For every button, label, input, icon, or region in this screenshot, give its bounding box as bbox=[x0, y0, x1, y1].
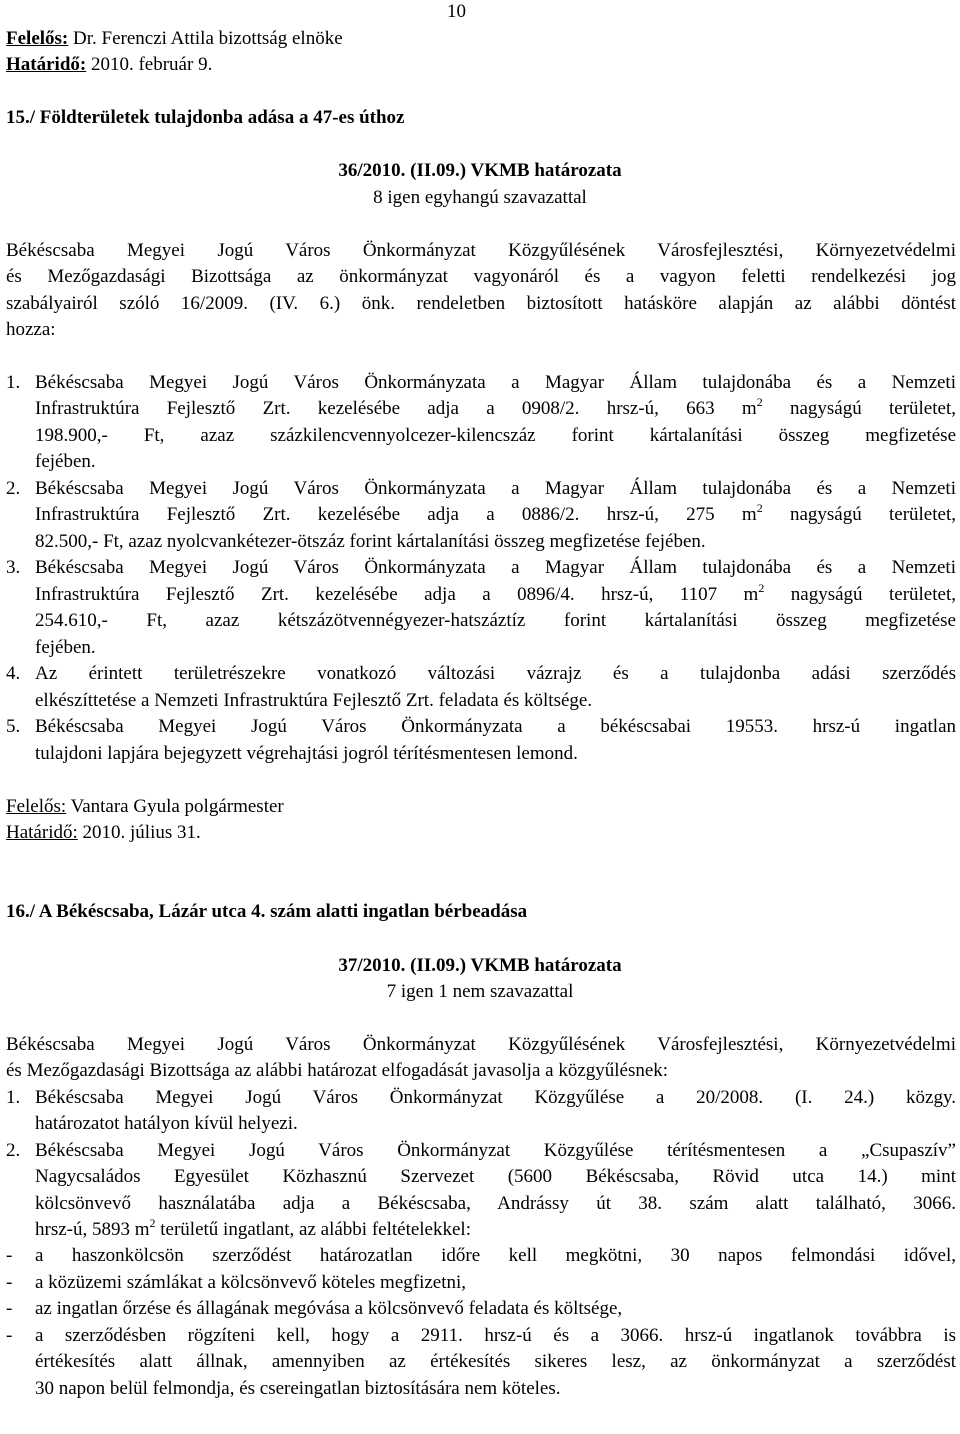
list-item-line: fejében. bbox=[35, 451, 96, 472]
responsible-label: Felelős: bbox=[6, 28, 69, 49]
list-item-number: 1. bbox=[6, 1087, 21, 1108]
deadline-label: Határidő: bbox=[6, 54, 87, 75]
deadline-line-2 bbox=[6, 821, 956, 845]
list-item-line bbox=[35, 397, 956, 421]
text-run: nagyságú területet, bbox=[762, 398, 956, 419]
responsible-value: Dr. Ferenczi Attila bizottság elnöke bbox=[73, 28, 343, 49]
superscript: 2 bbox=[758, 581, 765, 595]
deadline-line-1 bbox=[6, 53, 956, 77]
deadline-label: Határidő: bbox=[6, 822, 78, 843]
list-item-line: 82.500,- Ft, azaz nyolcvankétezer-ötszáz forint kártalanítási összeg megfizetése fejében. bbox=[35, 531, 706, 552]
list-item-number: 3. bbox=[6, 557, 21, 578]
condition-line: a haszonkölcsön szerződést határozatlan időre kell megkötni, 30 napos felmondási idővel, bbox=[35, 1245, 956, 1266]
text-run: nagyságú területet, bbox=[764, 584, 956, 605]
text-run: nagyságú területet, bbox=[762, 504, 956, 525]
list-item-number: 5. bbox=[6, 716, 21, 737]
intro-line: Békéscsaba Megyei Jogú Város Önkormányzat Közgyűlésének Városfejlesztési, Környezetvédelmi bbox=[6, 240, 956, 261]
list-item-line bbox=[35, 583, 956, 607]
page-number: 10 bbox=[447, 1, 466, 22]
section-heading-15: 15./ Földterületek tulajdonba adása a 47-es úthoz bbox=[6, 107, 405, 128]
section-heading-16: 16./ A Békéscsaba, Lázár utca 4. szám alatti ingatlan bérbeadása bbox=[6, 901, 528, 922]
list-item-line: 198.900,- Ft, azaz százkilencvennyolcezer-kilencszáz forint kártalanítási összeg megfizetése bbox=[35, 425, 956, 446]
bullet-dash: - bbox=[6, 1325, 13, 1346]
list-item-number: 2. bbox=[6, 478, 21, 499]
list-item-line: Békéscsaba Megyei Jogú Város Önkormányzata a békéscsabai 19553. hrsz-ú ingatlan bbox=[35, 716, 956, 737]
text-run: Infrastruktúra Fejlesztő Zrt. kezelésébe adja a 0886/2. hrsz-ú, 275 m bbox=[35, 504, 757, 525]
resolution-number-37: 37/2010. (II.09.) VKMB határozata bbox=[338, 955, 622, 976]
list-item-line: Békéscsaba Megyei Jogú Város Önkormányzata a Magyar Állam tulajdonába és a Nemzeti bbox=[35, 478, 956, 499]
list-item-line: elkészíttetése a Nemzeti Infrastruktúra Fejlesztő Zrt. feladata és költsége. bbox=[35, 690, 593, 711]
vote-result-37: 7 igen 1 nem szavazattal bbox=[386, 981, 574, 1002]
responsible-line-1 bbox=[6, 27, 956, 51]
list-item-line: kölcsönvevő használatába adja a Békéscsaba, Andrássy út 38. szám alatt található, 3066. bbox=[35, 1193, 956, 1214]
list-item-line bbox=[35, 503, 956, 527]
intro-line: szabályairól szóló 16/2009. (IV. 6.) önk. rendeletben biztosított hatásköre alapján az alábbi döntést bbox=[6, 293, 956, 314]
list-item-line: 254.610,- Ft, azaz kétszázötvennégyezer-hatszáztíz forint kártalanítási összeg megfizetése bbox=[35, 610, 956, 631]
responsible-label: Felelős: bbox=[6, 796, 67, 817]
list-item-line: fejében. bbox=[35, 637, 96, 658]
intro-line: és Mezőgazdasági Bizottsága az alábbi határozat elfogadását javasolja a közgyűlésnek: bbox=[6, 1060, 669, 1081]
list-item-number: 1. bbox=[6, 372, 21, 393]
superscript: 2 bbox=[756, 395, 763, 409]
condition-line: a közüzemi számlákat a kölcsönvevő köteles megfizetni, bbox=[35, 1272, 467, 1293]
list-item-line: Az érintett területrészekre vonatkozó változási vázrajz és a tulajdonba adási szerződés bbox=[35, 663, 956, 684]
list-item-line: Békéscsaba Megyei Jogú Város Önkormányzata a Magyar Állam tulajdonába és a Nemzeti bbox=[35, 372, 956, 393]
list-item-line bbox=[35, 1218, 956, 1242]
list-item-line: Békéscsaba Megyei Jogú Város Önkormányzat Közgyűlése a 20/2008. (I. 24.) közgy. bbox=[35, 1087, 956, 1108]
text-run: hrsz-ú, 5893 m bbox=[35, 1219, 150, 1240]
deadline-value: 2010. február 9. bbox=[90, 54, 213, 75]
condition-line: 30 napon belül felmondja, és csereingatlan biztosítására nem köteles. bbox=[35, 1378, 561, 1399]
list-item-number: 4. bbox=[6, 663, 21, 684]
list-item-line: Békéscsaba Megyei Jogú Város Önkormányzat Közgyűlése térítésmentesen a „Csupaszív” bbox=[35, 1140, 956, 1161]
superscript: 2 bbox=[756, 501, 763, 515]
intro-line: hozza: bbox=[6, 319, 56, 340]
deadline-value: 2010. július 31. bbox=[82, 822, 201, 843]
responsible-value: Vantara Gyula polgármester bbox=[70, 796, 284, 817]
list-item-line: határozatot hatályon kívül helyezi. bbox=[35, 1113, 298, 1134]
list-item-line: Békéscsaba Megyei Jogú Város Önkormányzata a Magyar Állam tulajdonába és a Nemzeti bbox=[35, 557, 956, 578]
bullet-dash: - bbox=[6, 1245, 13, 1266]
bullet-dash: - bbox=[6, 1298, 13, 1319]
text-run: Infrastruktúra Fejlesztő Zrt. kezelésébe adja a 0896/4. hrsz-ú, 1107 m bbox=[35, 584, 759, 605]
list-item-line: tulajdoni lapjára bejegyzett végrehajtási jogról térítésmentesen lemond. bbox=[35, 743, 578, 764]
resolution-number-36: 36/2010. (II.09.) VKMB határozata bbox=[338, 160, 622, 181]
superscript: 2 bbox=[149, 1216, 156, 1230]
text-run: Infrastruktúra Fejlesztő Zrt. kezelésébe adja a 0908/2. hrsz-ú, 663 m bbox=[35, 398, 757, 419]
condition-line: értékesítés alatt állnak, amennyiben az értékesítés sikeres lesz, az önkormányzat a szerződést bbox=[35, 1351, 956, 1372]
text-run: területű ingatlant, az alábbi feltételekkel: bbox=[155, 1219, 471, 1240]
list-item-number: 2. bbox=[6, 1140, 21, 1161]
intro-line: és Mezőgazdasági Bizottsága az önkormányzat vagyonáról és a vagyon feletti rendelkezési jog bbox=[6, 266, 956, 287]
condition-line: az ingatlan őrzése és állagának megóvása a kölcsönvevő feladata és költsége, bbox=[35, 1298, 623, 1319]
intro-line: Békéscsaba Megyei Jogú Város Önkormányzat Közgyűlésének Városfejlesztési, Környezetvédelmi bbox=[6, 1034, 956, 1055]
condition-line: a szerződésben rögzíteni kell, hogy a 2911. hrsz-ú és a 3066. hrsz-ú ingatlanok továbbra is bbox=[35, 1325, 956, 1346]
responsible-line-2 bbox=[6, 795, 956, 819]
bullet-dash: - bbox=[6, 1272, 13, 1293]
list-item-line: Nagycsaládos Egyesület Közhasznú Szervezet (5600 Békéscsaba, Rövid utca 14.) mint bbox=[35, 1166, 956, 1187]
vote-result-36: 8 igen egyhangú szavazattal bbox=[373, 187, 587, 208]
